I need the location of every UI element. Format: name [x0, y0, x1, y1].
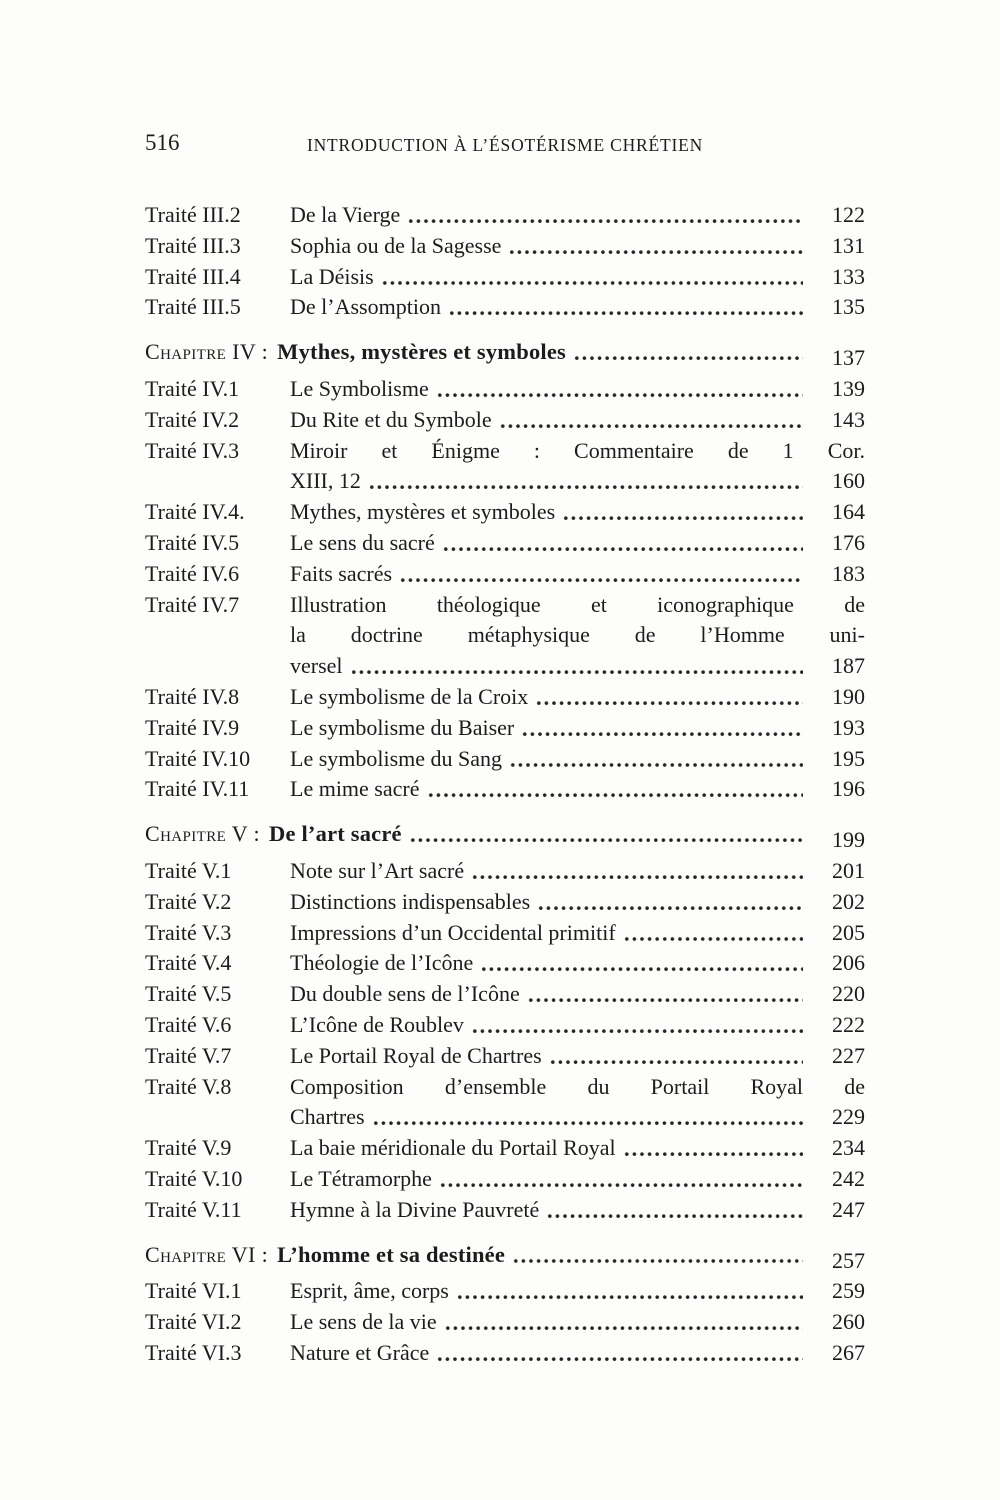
toc-entry-title: Du Rite et du Symbole — [290, 406, 492, 432]
toc-entry-label: Traité V.6 — [145, 1011, 232, 1037]
dot-leader — [372, 1102, 803, 1133]
dot-leader — [448, 292, 803, 323]
toc-entry-page-number: 234 — [832, 1135, 865, 1161]
toc-entry-last-line — [290, 1276, 865, 1307]
toc-entry-label: Traité IV.1 — [145, 375, 240, 401]
toc-entry-title: Nature et Grâce — [290, 1339, 430, 1365]
toc-entry-body — [290, 1072, 865, 1134]
toc-entry-label: Traité IV.6 — [145, 560, 240, 586]
toc-entry-body — [290, 436, 865, 498]
toc-entry-page-number: 229 — [832, 1104, 865, 1130]
toc-entry-last-line — [290, 1133, 865, 1164]
toc-entry-row — [145, 497, 865, 528]
toc-entry-last-line — [290, 559, 865, 590]
toc-entry-body — [290, 590, 865, 682]
toc-entry-row — [145, 292, 865, 323]
toc-entry-body — [290, 682, 865, 713]
toc-entry-title: Le Symbolisme — [290, 375, 429, 401]
toc-entry-row — [145, 590, 865, 682]
dot-leader — [439, 1164, 803, 1195]
toc-entry-title: Le Portail Royal de Chartres — [290, 1042, 542, 1068]
toc-entry-body — [290, 528, 865, 559]
toc-chapter-title: De l’art sacré — [269, 821, 402, 847]
toc-entry-last-line — [290, 682, 865, 713]
toc-entry-last-line — [290, 292, 865, 323]
running-head — [145, 131, 865, 157]
dot-leader — [456, 1276, 803, 1307]
toc-entry-label: Traité V.3 — [145, 919, 232, 945]
toc-entry-row — [145, 436, 865, 498]
toc-entry-body — [290, 559, 865, 590]
toc-entry-last-line — [290, 231, 865, 262]
toc-entry-page-number: 259 — [832, 1278, 865, 1304]
dot-leader — [527, 979, 803, 1010]
toc-entry-row — [145, 374, 865, 405]
toc-entry-row — [145, 887, 865, 918]
toc-entry-row — [145, 231, 865, 262]
toc-entry-title: Note sur l’Art sacré — [290, 857, 465, 883]
toc-entry-label: Traité VI.2 — [145, 1309, 242, 1335]
toc-entry-row — [145, 1164, 865, 1195]
toc-entry-last-line — [290, 948, 865, 979]
toc-chapter-title: L’homme et sa destinée — [277, 1241, 506, 1267]
toc-entry-body — [290, 948, 865, 979]
toc-entry-row — [145, 713, 865, 744]
toc-chapter-label: Chapitre IV : — [145, 339, 269, 365]
toc-entry-row — [145, 1041, 865, 1072]
toc-entry-last-line — [290, 1010, 865, 1041]
toc-entry-page-number: 183 — [832, 560, 865, 586]
toc-entry-title-line: Composition d’ensemble du Portail Royal de — [290, 1073, 865, 1099]
toc-entry-label: Traité IV.3 — [145, 437, 240, 463]
toc-chapter-row — [145, 1240, 865, 1271]
dot-leader — [436, 374, 803, 405]
toc-entry-body — [290, 200, 865, 231]
toc-entry-page-number: 196 — [832, 776, 865, 802]
toc-entry-page-number: 143 — [832, 406, 865, 432]
toc-entry-last-line — [290, 1338, 865, 1369]
toc-entry-label: Traité V.7 — [145, 1042, 232, 1068]
toc-entry-page-number: 131 — [832, 232, 865, 258]
toc-entry-title: Le sens du sacré — [290, 529, 435, 555]
toc-entry-page-number: 260 — [832, 1309, 865, 1335]
toc-entry-last-line — [290, 1102, 865, 1133]
toc-entry-row — [145, 774, 865, 805]
toc-entry-row — [145, 744, 865, 775]
dot-leader — [409, 819, 803, 850]
toc-entry-body — [290, 774, 865, 805]
toc-entry-label: Traité V.2 — [145, 888, 232, 914]
toc-chapter-row — [145, 819, 865, 853]
toc-entry-row — [145, 948, 865, 979]
toc-chapter-title: Mythes, mystères et symboles — [277, 339, 567, 365]
toc-entry-label: Traité V.11 — [145, 1196, 242, 1222]
toc-entry-body — [290, 856, 865, 887]
toc-entry-body — [290, 1010, 865, 1041]
toc-entry-title: Du double sens de l’Icône — [290, 981, 520, 1007]
toc-entry-last-line — [290, 651, 865, 682]
toc-entry-body — [290, 1164, 865, 1195]
dot-leader — [436, 1338, 803, 1369]
toc-entry-title: Le symbolisme de la Croix — [290, 683, 529, 709]
dot-leader — [535, 682, 803, 713]
toc-entry-label: Traité III.5 — [145, 294, 241, 320]
toc-entry-label: Traité V.4 — [145, 950, 232, 976]
toc-entry-last-line — [290, 497, 865, 528]
toc-entry-row — [145, 1195, 865, 1226]
toc-entry-page-number: 202 — [832, 888, 865, 914]
toc-entry-last-line — [290, 713, 865, 744]
toc-entry-title: La baie méridionale du Portail Royal — [290, 1135, 616, 1161]
toc-entry-last-line — [290, 262, 865, 293]
toc-entry-body — [290, 1195, 865, 1226]
dot-leader — [442, 528, 803, 559]
toc-entry-label: Traité IV.10 — [145, 745, 251, 771]
toc-entry-title: Chartres — [290, 1104, 365, 1130]
toc-entry-last-line — [290, 466, 865, 497]
toc-entry-row — [145, 918, 865, 949]
toc-entry-body — [290, 231, 865, 262]
toc-entry-label: Traité III.4 — [145, 263, 241, 289]
toc-entry-label: Traité V.9 — [145, 1135, 232, 1161]
toc-entry-last-line — [290, 405, 865, 436]
toc-entry-title: Le sens de la vie — [290, 1309, 437, 1335]
toc-entry-body — [290, 405, 865, 436]
dot-leader — [623, 1133, 803, 1164]
toc-entry-title-line: la doctrine métaphysique de l’Homme uni- — [290, 622, 865, 648]
dot-leader — [480, 948, 803, 979]
toc-entry-last-line — [290, 856, 865, 887]
toc-entry-label: Traité IV.8 — [145, 683, 240, 709]
toc-entry-title: De la Vierge — [290, 202, 401, 227]
toc-entry-body — [290, 374, 865, 405]
toc-entry-row — [145, 1133, 865, 1164]
toc-entry-page-number: 135 — [832, 294, 865, 320]
toc-entry-last-line — [290, 979, 865, 1010]
toc-entry-label: Traité III.2 — [145, 202, 241, 227]
toc-entry-last-line — [290, 1164, 865, 1195]
toc-entry-page-number: 201 — [832, 857, 865, 883]
toc-entry-title: versel — [290, 653, 343, 679]
toc-entry-page-number: 187 — [832, 653, 865, 679]
toc-entry-page-number: 195 — [832, 745, 865, 771]
toc-entry-body — [290, 292, 865, 323]
toc-entry-title-line: Illustration théologique et iconographique de — [290, 591, 865, 617]
toc-entry-title: Mythes, mystères et symboles — [290, 499, 556, 525]
toc-entry-last-line — [290, 528, 865, 559]
toc-entry-row — [145, 405, 865, 436]
toc-entry-page-number: 193 — [832, 714, 865, 740]
toc-entry-row — [145, 528, 865, 559]
dot-leader — [471, 1010, 803, 1041]
toc-chapter-page-number: 199 — [832, 827, 865, 853]
toc-entry-page-number: 267 — [832, 1339, 865, 1365]
toc-entry-title: Le symbolisme du Sang — [290, 745, 503, 771]
toc-entry-row — [145, 979, 865, 1010]
toc-entry-label: Traité IV.7 — [145, 591, 240, 617]
toc-entry-last-line — [290, 918, 865, 949]
toc-chapter-page-number: 257 — [832, 1247, 865, 1273]
toc-entry-last-line — [290, 744, 865, 775]
toc-entry-last-line — [290, 374, 865, 405]
dot-leader — [546, 1195, 803, 1226]
toc-entry-body — [290, 744, 865, 775]
dot-leader — [537, 887, 803, 918]
dot-leader — [407, 200, 803, 231]
toc-entry-title: Distinctions indispensables — [290, 888, 531, 914]
table-of-contents — [145, 200, 865, 1369]
toc-entry-last-line — [290, 887, 865, 918]
toc-entry-last-line — [290, 1195, 865, 1226]
dot-leader — [499, 405, 803, 436]
toc-entry-row — [145, 559, 865, 590]
running-title: INTRODUCTION À L’ÉSOTÉRISME CHRÉTIEN — [306, 135, 704, 155]
toc-entry-row — [145, 1338, 865, 1369]
toc-entry-page-number: 164 — [832, 499, 865, 525]
toc-entry-row — [145, 1307, 865, 1338]
toc-entry-last-line — [290, 774, 865, 805]
toc-entry-body — [290, 1133, 865, 1164]
toc-entry-label: Traité IV.5 — [145, 529, 240, 555]
toc-chapter-label: Chapitre VI : — [145, 1241, 269, 1267]
toc-entry-title: Hymne à la Divine Pauvreté — [290, 1196, 540, 1222]
dot-leader — [427, 774, 804, 805]
toc-entry-page-number: 139 — [832, 375, 865, 401]
toc-entry-label: Traité III.3 — [145, 232, 241, 258]
toc-entry-title: Théologie de l’Icône — [290, 950, 474, 976]
dot-leader — [509, 744, 803, 775]
toc-entry-body — [290, 979, 865, 1010]
toc-chapter-label: Chapitre V : — [145, 821, 261, 847]
toc-entry-title: L’Icône de Roublev — [290, 1011, 464, 1037]
dot-leader — [399, 559, 803, 590]
toc-entry-page-number: 160 — [832, 468, 865, 494]
toc-entry-body — [290, 918, 865, 949]
toc-chapter-page-number: 137 — [832, 345, 865, 371]
dot-leader — [623, 918, 803, 949]
page-folio: 516 — [145, 130, 180, 155]
toc-entry-title: La Déisis — [290, 263, 374, 289]
toc-entry-last-line — [290, 1307, 865, 1338]
toc-entry-row — [145, 1010, 865, 1041]
dot-leader — [549, 1041, 803, 1072]
dot-leader — [521, 713, 803, 744]
toc-chapter-row — [145, 337, 865, 371]
dot-leader — [350, 651, 803, 682]
dot-leader — [444, 1307, 803, 1338]
toc-entry-row — [145, 1072, 865, 1134]
toc-entry-body — [290, 262, 865, 293]
toc-entry-title: XIII, 12 — [290, 468, 361, 494]
toc-entry-page-number: 222 — [832, 1011, 865, 1037]
toc-entry-row — [145, 262, 865, 293]
toc-entry-body — [290, 1338, 865, 1369]
toc-entry-title: Esprit, âme, corps — [290, 1278, 449, 1304]
toc-entry-title: Le mime sacré — [290, 776, 420, 802]
dot-leader — [573, 337, 803, 368]
dot-leader — [508, 231, 803, 262]
toc-entry-row — [145, 1276, 865, 1307]
toc-entry-label: Traité IV.4. — [145, 499, 245, 525]
toc-entry-body — [290, 1307, 865, 1338]
toc-entry-label: Traité V.1 — [145, 857, 232, 883]
toc-entry-page-number: 190 — [832, 683, 865, 709]
toc-entry-body — [290, 887, 865, 918]
toc-entry-label: Traité VI.3 — [145, 1339, 242, 1365]
dot-leader — [381, 262, 803, 293]
toc-entry-last-line — [290, 200, 865, 231]
toc-entry-title: Sophia ou de la Sagesse — [290, 232, 502, 258]
toc-entry-label: Traité IV.11 — [145, 776, 250, 802]
toc-entry-title: Impressions d’un Occidental primitif — [290, 919, 616, 945]
toc-entry-label: Traité V.8 — [145, 1073, 232, 1099]
toc-entry-label: Traité V.5 — [145, 981, 232, 1007]
toc-entry-page-number: 242 — [832, 1165, 865, 1191]
dot-leader — [562, 497, 803, 528]
toc-entry-body — [290, 713, 865, 744]
toc-entry-label: Traité IV.9 — [145, 714, 240, 740]
toc-entry-label: Traité VI.1 — [145, 1278, 242, 1304]
toc-entry-page-number: 205 — [832, 919, 865, 945]
toc-entry-row — [145, 682, 865, 713]
toc-entry-row — [145, 200, 865, 231]
toc-entry-title: De l’Assomption — [290, 294, 441, 320]
toc-entry-page-number: 227 — [832, 1042, 865, 1068]
dot-leader — [471, 856, 803, 887]
toc-entry-title-line: Miroir et Énigme : Commentaire de 1 Cor. — [290, 437, 865, 463]
toc-entry-page-number: 220 — [832, 981, 865, 1007]
toc-entry-page-number: 206 — [832, 950, 865, 976]
toc-entry-page-number: 176 — [832, 529, 865, 555]
toc-entry-last-line — [290, 1041, 865, 1072]
toc-entry-body — [290, 1276, 865, 1307]
toc-entry-body — [290, 1041, 865, 1072]
toc-entry-page-number: 247 — [832, 1196, 865, 1222]
toc-entry-label: Traité IV.2 — [145, 406, 240, 432]
dot-leader — [368, 466, 803, 497]
toc-entry-row — [145, 856, 865, 887]
toc-entry-title: Le Tétramorphe — [290, 1165, 432, 1191]
toc-entry-label: Traité V.10 — [145, 1165, 243, 1191]
toc-entry-title: Faits sacrés — [290, 560, 393, 586]
dot-leader — [512, 1240, 803, 1271]
toc-entry-title: Le symbolisme du Baiser — [290, 714, 515, 740]
toc-entry-page-number: 133 — [832, 263, 865, 289]
toc-entry-page-number: 122 — [832, 202, 865, 227]
toc-entry-body — [290, 497, 865, 528]
